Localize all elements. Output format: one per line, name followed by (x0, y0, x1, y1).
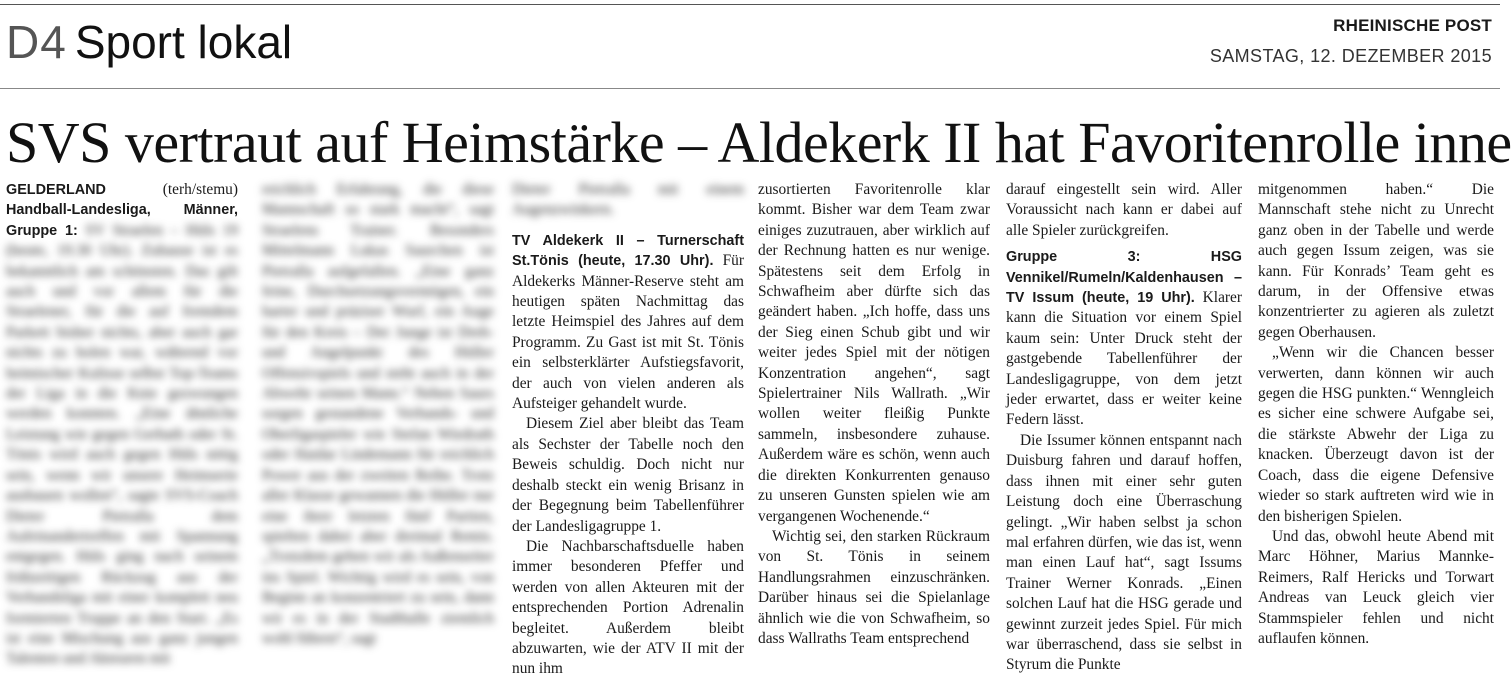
section-heading (6, 14, 292, 70)
lead-paragraph (6, 180, 238, 670)
paragraph: „Wenn wir die Chancen besser verwerten, dann können wir auch gegen die HSG punkten.“ Wenngleich es sicher eine schwere Aufgabe sei, die stärkste Abwehr der Liga zu knacken. Überzeugt davon ist der Coach, dass die eigene Defensive wieder so stark auftreten wird wie in den bisherigen Spielen. (1258, 344, 1494, 525)
page-number: D4 (6, 16, 67, 68)
issue-date: SAMSTAG, 12. DEZEMBER 2015 (1209, 46, 1492, 66)
dateline-place: GELDERLAND (6, 182, 106, 198)
blurred-text: Dieter Pietralla mit einem Augenzwinkern. (512, 181, 744, 219)
paragraph: Und das, obwohl heute Abend mit Marc Höhner, Marius Mannke-Reimers, Ralf Hericks und Torwart Andreas van Leuck gleich vier Stammspieler fehlen und nicht auflaufen können. (1258, 527, 1494, 647)
paragraph-text: Klarer kann die Situation vor einem Spiel kaum sein: Unter Druck steht der gastgebende Tabellenführer der Landesligagruppe, von dem jetzt jeder erwartet, dass er weiter keine Federn lässt. (1006, 289, 1242, 429)
paragraph: mitgenommen haben.“ Die Mannschaft stehe nicht zu Unrecht ganz oben in der Tabelle und werde auch gegen Issum zeigen, was sie kann. Für Konrads’ Team geht es darum, in der Offensive etwas konzentrierter zu agieren als zuletzt gegen Oberhausen. (1258, 181, 1494, 341)
league-heading: Handball-Landesliga, Männer, Gruppe 1: (6, 202, 238, 239)
blurred-paragraph (262, 180, 494, 649)
section-title: Sport lokal (74, 16, 293, 68)
blurred-text: reichlich Erfahrung, die diese Mannschaft so stark macht“, sagt Straelens Trainer. Besonders Mittelmann Lukas Saurchen ist Pietralla aufgefallen. „Eine ganz feine, Durchsetzungsvermögen, ein harter und präziser Wurf, ein Auge für den Kreis – Der Junge ist Dreh- und Angelpunkt des Hüller Offensivspiels und steht auch in der Abwehr seinen Mann.“ Neben Saurs sorgen gestandene Verbands- und Oberligaspieler wie Stefan Wiedrath oder Haidar Lindemann für reichlich Power aus der zweiten Reihe. Trotz aller Klasse gewannen die Hüller nur eine ihrer letzten fünf Partien, spielten dabei aber dreimal Remis. „Trotzdem gehen wir als Außenseiter ins Spiel. Wichtig wird es sein, von Beginn an konzentriert zu sein, dann wir es in der Stadthalle ziemlich wohl führen“, sagt (262, 181, 494, 647)
article-column-2 (262, 180, 494, 647)
match-paragraph (512, 231, 744, 415)
blurred-paragraph (512, 180, 744, 221)
paragraph: Die Issumer können entspannt nach Duisburg fahren und darauf hoffen, dass ihnen mit einer sehr guten Leistung doch eine Überraschung gelingt. „Wir haben selbst ja schon mal erfahren dürfen, wie das ist, wenn man einen Lauf hat“, sagt Issums Trainer Werner Konrads. „Einen solchen Lauf hat die HSG gerade und gewinnt zurzeit jedes Spiel. Für mich war überraschend, dass sie selbst in Styrum die Punkte (1006, 431, 1242, 674)
top-rule (0, 4, 1500, 5)
match-paragraph (1006, 247, 1242, 431)
paragraph: Wichtig sei, den starken Rückraum von St. Tönis in seinem Handlungsrahmen einzuschränken. Darüber hinaus sei die Spielanlage ähnlich wie die von Schwafheim, so dass Wallraths Team entsprechend (758, 527, 990, 647)
article-column-4 (758, 180, 990, 647)
newspaper-brand: RHEINISCHE POST (1333, 16, 1492, 35)
paragraph-text: Für Aldekerks Männer-Reserve steht am heutigen späten Nachmittag das letzte Heimspiel des Jahres auf dem Programm. Zu Gast ist mit St. Tönis ein selbsterklärter Aufstiegsfavorit, der auch von vielen anderen als Aufsteiger gehandelt wurde. (512, 252, 744, 413)
paragraph: darauf eingestellt sein wird. Aller Voraussicht nach kann er dabei auf alle Spieler zurückgreifen. (1006, 181, 1242, 239)
article-column-5 (1006, 180, 1242, 674)
paragraph: zusortierten Favoritenrolle klar kommt. Bisher war dem Team zwar einiges zuzutrauen, aber wirklich auf der Rechnung hatten es nur wenige. Spätestens seit dem Erfolg in Schwafheim aber dürfte sich das geändert haben. „Ich hoffe, dass uns der Sieg einen Schub gibt und wir weiter jedes Spiel mit der nötigen Konzentration angehen“, sagt Spielertrainer Nils Wallrath. „Wir wollen weiter fleißig Punkte sammeln, insbesondere zuhause. Außerdem wäre es schön, wenn auch die direkten Konkurrenten genauso zu unseren Gunsten spielen wie am vergangenen Wochenende.“ (758, 181, 990, 525)
blurred-text: SV Straelen – Hüls 19 (heute, 19.30 Uhr). Zuhause ist es bekanntlich am schönsten. Das gilt auch und vor allem für die Straelener, für die auf fremdem Parkett bisher nichts, aber auch gar nichts zu holen war, während vor heimischer Kulisse selbst Top-Teams der Liga in die Knie gezwungen werden konnten. „Eine ähnliche Leistung wie gegen Gerbath oder St. Tönis wird auch gegen Hüls nötig sein, wenn wir unsere Heimserie ausbauen wollen“, sagte SVS-Coach Dieter Pietralla dem Aufeinandertreffen mit Spannung entgegen. Hüls ging nach seinem frühzeitigen Rückzug aus der Verbandsliga mit einer komplett neu formierten Truppe an den Start. „Es ist eine Mischung aus ganz jungen Talenten und Akteuren mit (6, 221, 238, 668)
paragraph: Diesem Ziel aber bleibt das Team als Sechster der Tabelle noch den Beweis schuldig. Doch nicht nur deshalb steckt ein wenig Brisanz in der Begegnung beim Tabellenführer der Landesligagruppe 1. (512, 415, 744, 535)
paragraph: Die Nachbarschaftsduelle haben immer besonderen Pfeffer und werden von allen Akteuren mit der entsprechenden Portion Adrenalin begleitet. Außerdem bleibt abzuwarten, wie der ATV II mit der nun ihm (512, 537, 744, 678)
article-headline: SVS vertraut auf Heimstärke – Aldekerk II hat Favoritenrolle inne (6, 110, 1512, 175)
masthead (0, 6, 1500, 88)
match-heading: TV Aldekerk II – Turnerschaft St.Tönis (heute, 17.30 Uhr). (512, 232, 744, 270)
match-heading: Gruppe 3: HSG Vennikel/Rumeln/Kaldenhausen – TV Issum (heute, 19 Uhr). (1006, 249, 1242, 307)
article-column-3 (512, 180, 744, 678)
author-tag: (terh/stemu) (105, 181, 238, 198)
article-column-1 (6, 180, 238, 668)
article-column-6 (1258, 180, 1494, 647)
masthead-rule (0, 88, 1500, 89)
